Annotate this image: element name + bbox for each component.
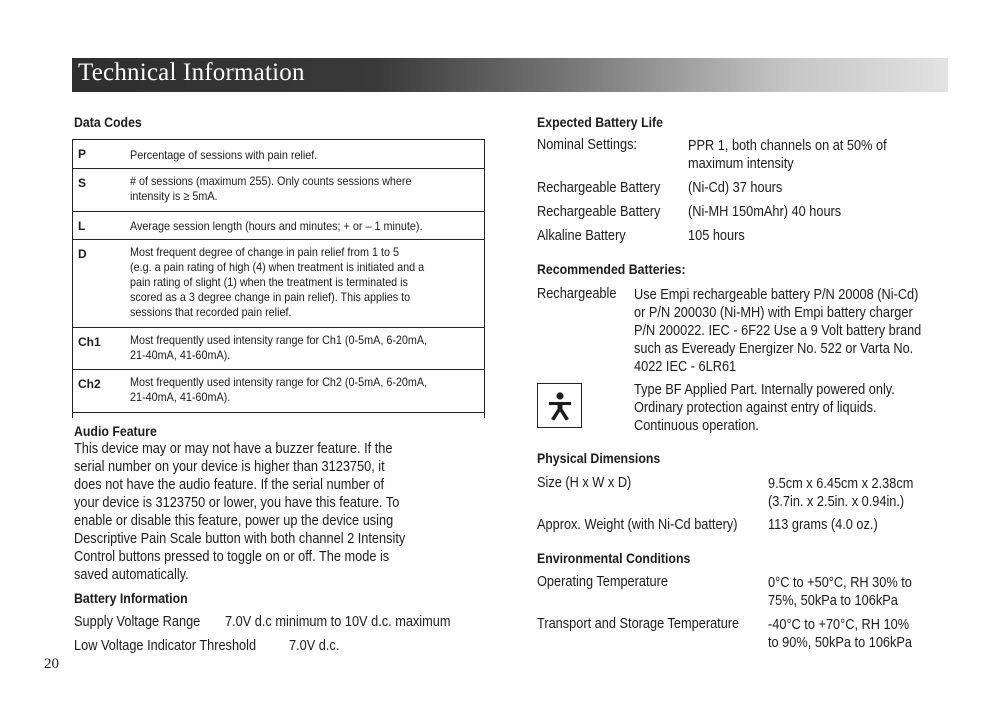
recommended-text: [634, 286, 921, 376]
environment-heading: Environmental Conditions: [537, 550, 691, 566]
bf-line: Type BF Applied Part. Internally powered only.: [634, 382, 895, 398]
audio-paragraph: [74, 440, 444, 584]
table-row: [72, 370, 485, 413]
weight-label: Approx. Weight (with Ni-Cd battery): [537, 517, 738, 533]
desc-cell: [122, 240, 485, 328]
life-value: (Ni-Cd) 37 hours: [688, 180, 783, 196]
recommended-line: P/N 200022. IEC - 6F22 Use a 9 Volt battery brand: [634, 323, 922, 339]
code-cell: L: [72, 212, 122, 240]
audio-heading: Audio Feature: [74, 423, 157, 439]
data-codes-table: [72, 139, 485, 413]
desc-line: scored as a 3 degree change in pain relief). This applies to: [130, 290, 411, 304]
code-cell: D: [72, 240, 122, 328]
recommended-line: such as Eveready Energizer No. 522 or Varta No.: [634, 341, 914, 357]
supply-voltage-label: Supply Voltage Range: [74, 614, 201, 630]
desc-cell: [122, 370, 485, 413]
size-value: [768, 475, 913, 511]
low-voltage-label: Low Voltage Indicator Threshold: [74, 638, 257, 654]
desc-cell: [122, 169, 485, 212]
table-row: [72, 140, 485, 169]
battery-info-heading: Battery Information: [74, 590, 188, 606]
size-value-line: (3.7in. x 2.5in. x 0.94in.): [768, 494, 905, 510]
desc-line: Most frequently used intensity range for Ch2 (0-5mA, 6-20mA,: [130, 375, 428, 389]
rechargeable-label: Rechargeable: [537, 286, 617, 302]
operating-temp-line: 75%, 50kPa to 106kPa: [768, 593, 898, 609]
audio-line: serial number on your device is higher than 3123750, it: [74, 459, 385, 475]
type-bf-applied-part-icon: [537, 383, 582, 428]
table-row: [72, 169, 485, 212]
audio-line: Control buttons pressed to toggle on or off. The mode is: [74, 549, 390, 565]
bf-text: [634, 381, 895, 435]
life-value: (Ni-MH 150mAhr) 40 hours: [688, 204, 842, 220]
recommended-line: 4022 IEC - 6LR61: [634, 359, 737, 375]
life-label: Rechargeable Battery: [537, 180, 661, 196]
desc-line: sessions that recorded pain relief.: [130, 305, 292, 319]
desc-line: 21-40mA, 41-60mA).: [130, 390, 231, 404]
table-row: [72, 240, 485, 328]
audio-line: This device may or may not have a buzzer feature. If the: [74, 441, 393, 457]
table-row: [72, 212, 485, 240]
operating-temp-line: 0°C to +50°C, RH 30% to: [768, 575, 912, 591]
desc-line: Average session length (hours and minutes; + or – 1 minute).: [130, 219, 423, 233]
desc-line: (e.g. a pain rating of high (4) when treatment is initiated and a: [130, 260, 425, 274]
physical-heading: Physical Dimensions: [537, 450, 661, 466]
weight-value: 113 grams (4.0 oz.): [768, 517, 878, 533]
life-value: [688, 137, 887, 173]
table-row: [72, 328, 485, 370]
page-number: 20: [44, 656, 59, 672]
recommended-line: or P/N 200030 (Ni-MH) with Empi battery charger: [634, 305, 913, 321]
storage-temp-line: to 90%, 50kPa to 106kPa: [768, 635, 913, 651]
bf-line: Continuous operation.: [634, 418, 759, 434]
desc-cell: [122, 212, 485, 240]
desc-line: # of sessions (maximum 255). Only counts sessions where: [130, 174, 412, 188]
audio-line: does not have the audio feature. If the serial number of: [74, 477, 384, 493]
bf-line: Ordinary protection against entry of liquids.: [634, 400, 877, 416]
life-value-line: maximum intensity: [688, 156, 794, 172]
supply-voltage-value: 7.0V d.c minimum to 10V d.c. maximum: [225, 614, 451, 630]
section-banner: [72, 58, 948, 92]
audio-line: Descriptive Pain Scale button with both channel 2 Intensity: [74, 531, 406, 547]
code-cell: S: [72, 169, 122, 212]
storage-temp-label: Transport and Storage Temperature: [537, 616, 740, 632]
life-label: Rechargeable Battery: [537, 204, 661, 220]
low-voltage-value: 7.0V d.c.: [289, 638, 340, 654]
life-label: Alkaline Battery: [537, 228, 626, 244]
operating-temp-label: Operating Temperature: [537, 574, 668, 590]
recommended-heading: Recommended Batteries:: [537, 261, 686, 277]
audio-line: your device is 3123750 or lower, you have this feature. To: [74, 495, 400, 511]
life-label: Nominal Settings:: [537, 137, 638, 153]
storage-temp-line: -40°C to +70°C, RH 10%: [768, 617, 910, 633]
desc-line: intensity is ≥ 5mA.: [130, 189, 218, 203]
size-value-line: 9.5cm x 6.45cm x 2.38cm: [768, 476, 914, 492]
desc-line: Percentage of sessions with pain relief.: [130, 148, 318, 162]
code-cell: Ch2: [72, 370, 122, 413]
operating-temp-value: [768, 574, 912, 610]
audio-line: saved automatically.: [74, 567, 189, 583]
data-codes-heading: Data Codes: [74, 114, 142, 130]
life-value-line: PPR 1, both channels on at 50% of: [688, 138, 887, 154]
audio-line: enable or disable this feature, power up the device using: [74, 513, 394, 529]
life-value: 105 hours: [688, 228, 745, 244]
desc-line: Most frequent degree of change in pain relief from 1 to 5: [130, 245, 399, 259]
desc-line: 21-40mA, 41-60mA).: [130, 348, 231, 362]
desc-cell: [122, 140, 485, 169]
size-label: Size (H x W x D): [537, 475, 632, 491]
code-cell: Ch1: [72, 328, 122, 370]
recommended-line: Use Empi rechargeable battery P/N 20008 (Ni-Cd): [634, 287, 919, 303]
code-cell: P: [72, 140, 122, 169]
page-title: Technical Information: [78, 59, 305, 86]
storage-temp-value: [768, 616, 912, 652]
desc-line: pain rating of slight (1) when the treatment is terminated is: [130, 275, 408, 289]
desc-cell: [122, 328, 485, 370]
desc-line: Most frequently used intensity range for Ch1 (0-5mA, 6-20mA,: [130, 333, 428, 347]
expected-life-heading: Expected Battery Life: [537, 114, 663, 130]
